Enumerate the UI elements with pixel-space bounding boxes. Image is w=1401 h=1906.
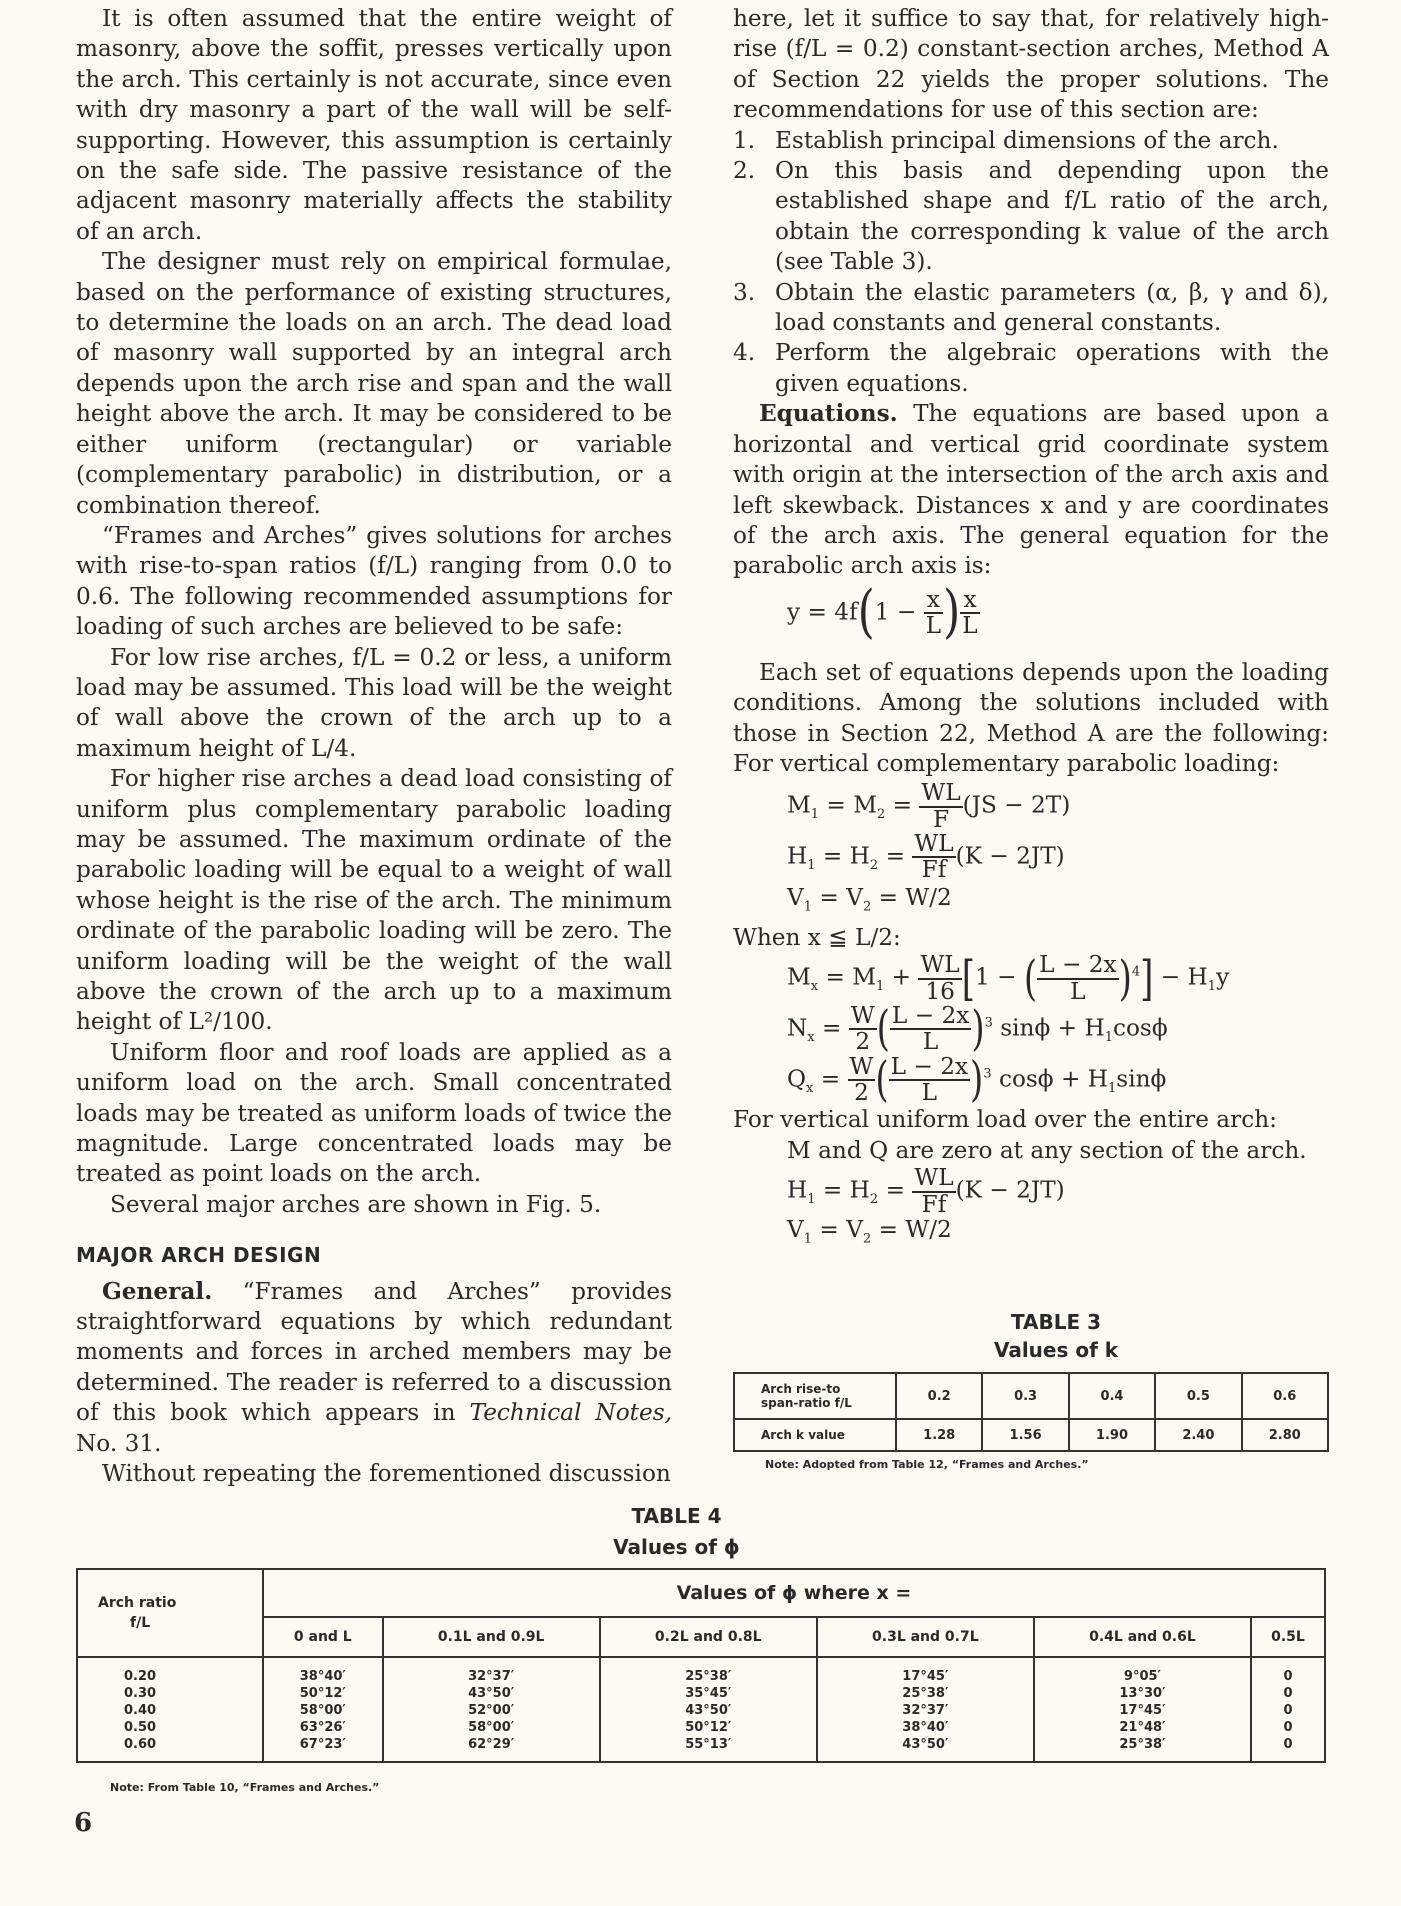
table-cell: 0.5 (1155, 1373, 1241, 1419)
paragraph: M and Q are zero at any section of the arch. (787, 1136, 1307, 1164)
table4-note: Note: From Table 10, “Frames and Arches.” (110, 1781, 380, 1794)
table-cell: 17°45′ 25°38′ 32°37′ 38°40′ 43°50′ (817, 1657, 1034, 1762)
table-row (77, 1617, 1325, 1657)
table3-title: TABLE 3 (1010, 1310, 1102, 1334)
table-header: 0.4L and 0.6L (1034, 1617, 1251, 1657)
list-item: 3. Obtain the elastic parameters (α, β, γ and δ), load constants and general constants. (733, 278, 1329, 337)
table3-block (733, 1308, 1329, 1471)
paragraph: It is often assumed that the entire weight of masonry, above the soffit, presses vertically upon the arch. This certainly is not accurate, since even with dry masonry a part of the wall will be self-supporting. However, this assumption is certainly on the safe side. The passive resistance of the adjacent masonry materially affects the stability of an arch. (76, 5, 672, 245)
table-header: 0.3L and 0.7L (817, 1617, 1034, 1657)
paragraph: For higher rise arches a dead load consisting of uniform plus complementary parabolic loading may be assumed. The maximum ordinate of the parabolic loading will be equal to a weight of wall whose height is the rise of the arch. The minimum ordinate of the parabolic loading will be zero. The uniform loading will be the weight of the wall above the crown of the arch up to a maximum height of L²/100. (76, 765, 672, 1036)
paragraph: For low rise arches, f/L = 0.2 or less, a uniform load may be assumed. This load will be the weight of wall above the crown of the arch up to a maximum height of L/4. (76, 643, 672, 762)
paragraph: Uniform floor and roof loads are applied as a uniform load on the arch. Small concentrated loads may be treated as uniform loads of twice the magnitude. Large concentrated loads may be treated as point loads on the arch. (76, 1038, 672, 1188)
paragraph-lead: Equations. (759, 400, 898, 428)
paragraph: “Frames and Arches” gives solutions for arches with rise-to-span ratios (f/L) ranging from 0.0 to 0.6. The following recommended assumptions for loading of such arches are believed to be safe: (76, 521, 672, 641)
table-header: 0.5L (1251, 1617, 1325, 1657)
paragraph: Several major arches are shown in Fig. 5. (110, 1190, 602, 1218)
table-cell: 1.56 (982, 1419, 1068, 1451)
paragraph: here, let it suffice to say that, for relatively high-rise (f/L = 0.2) constant-section arches, Method A of Section 22 yields the proper solutions. The recommendations for use of this section are: (733, 5, 1329, 124)
table-row (734, 1419, 1328, 1451)
equation-shear-force: $Q_x$ = $\frac{W}{2}$ ( $\frac{L - 2x}{L}$ )$^3$ $\cos\phi + H_1\sin\phi$ (787, 1052, 1167, 1109)
table-cell: Arch rise-to span-ratio f/L (734, 1373, 896, 1419)
table-body-row (77, 1657, 1325, 1762)
list-item: 2. On this basis and depending upon the established shape and f/L ratio of the arch, obtain the corresponding k value of the arch (see Table 3). (733, 157, 1329, 276)
equation-horizontal-thrust-uniform: $H_1 = H_2$ = $\frac{WL}{Ff}$ (K − 2JT) (787, 1164, 1065, 1218)
table-cell: 2.40 (1155, 1419, 1241, 1451)
left-column (76, 4, 672, 1490)
table-cell: 9°05′ 13°30′ 17°45′ 21°48′ 25°38′ (1034, 1657, 1251, 1762)
table4-subtitle: Values of ϕ (613, 1535, 740, 1559)
table-cell: 2.80 (1242, 1419, 1328, 1451)
table-cell: 38°40′ 50°12′ 58°00′ 63°26′ 67°23′ (263, 1657, 383, 1762)
table-cell: 0.6 (1242, 1373, 1328, 1419)
table-cell: 0.4 (1069, 1373, 1155, 1419)
equation-normal-force: $N_x$ = $\frac{W}{2}$ ( $\frac{L - 2x}{L}$ )$^3$ $\sin\phi + H_1\cos\phi$ (787, 1001, 1168, 1058)
table-cell: 1.90 (1069, 1419, 1155, 1451)
table-header: 0 and L (263, 1617, 383, 1657)
table-cell: 1.28 (896, 1419, 982, 1451)
equation-vertical-reaction: $V_1 = V_2 = W/2$ (787, 883, 952, 915)
table-cell: 32°37′ 43°50′ 52°00′ 58°00′ 62°29′ (383, 1657, 600, 1762)
table-cell: Arch k value (734, 1419, 896, 1451)
paragraph: Without repeating the forementioned discussion (102, 1460, 671, 1488)
equation-moment-ends: $M_1 = M_2$ = $\frac{WL}{F}$ (JS − 2T) (787, 779, 1071, 833)
equation-moment-x: $M_x = M_1$ + $\frac{WL}{16}$ [1 − ( $\frac{L - 2x}{L}$ )$^4] - H_1y$ (787, 950, 1230, 1007)
table-row (77, 1569, 1325, 1617)
paragraph: The designer must rely on empirical formulae, based on the performance of existing structures, to determine the loads on an arch. The dead load of masonry wall supported by an integral arch depends upon the arch rise and span and the wall height above the arch. It may be considered to be either uniform (rectangular) or variable (complementary parabolic) in distribution, or a combination thereof. (76, 248, 672, 519)
table-header: 0.2L and 0.8L (600, 1617, 817, 1657)
paragraph: For vertical uniform load over the entire arch: (733, 1106, 1277, 1134)
steps-list (733, 126, 1329, 400)
equation-vertical-reaction-uniform: $V_1 = V_2 = W/2$ (787, 1215, 952, 1247)
list-item: 4. Perform the algebraic operations with the given equations. (733, 339, 1329, 397)
table-cell: 0.20 0.30 0.40 0.50 0.60 (77, 1657, 263, 1762)
table-cell: 0.2 (896, 1373, 982, 1419)
paragraph: Equations. The equations are based upon a horizontal and vertical grid coordinate system with origin at the intersection of the arch axis and left skewback. Distances x and y are coordinates of the arch axis. The general equation for the parabolic arch axis is: (733, 400, 1329, 580)
section-heading: MAJOR ARCH DESIGN (76, 1243, 322, 1268)
table-corner-header: Arch ratio f/L (77, 1569, 263, 1657)
page-number: 6 (74, 1808, 93, 1838)
table3-note: Note: Adopted from Table 12, “Frames and Arches.” (765, 1458, 1089, 1471)
table3 (733, 1372, 1329, 1452)
table-cell: 0.3 (982, 1373, 1068, 1419)
right-column (733, 4, 1329, 1253)
table-cell: 25°38′ 35°45′ 43°50′ 50°12′ 55°13′ (600, 1657, 817, 1762)
table4-title: TABLE 4 (631, 1504, 722, 1528)
table-row (734, 1373, 1328, 1419)
italic-reference: Technical Notes, (469, 1399, 672, 1427)
list-item: 1. Establish principal dimensions of the arch. (733, 126, 1279, 154)
equation-arch-axis: y = 4f(1 − $\frac{x}{L}$ ) $\frac{x}{L}$ (787, 579, 978, 646)
equation-horizontal-thrust: $H_1 = H_2$ = $\frac{WL}{Ff}$ (K − 2JT) (787, 830, 1065, 884)
table-group-header: Values of ϕ where x = (263, 1569, 1325, 1617)
table-header: 0.1L and 0.9L (383, 1617, 600, 1657)
table3-subtitle: Values of k (993, 1338, 1119, 1362)
paragraph: General. “Frames and Arches” provides straightforward equations by which redundant moments and forces in arched members may be determined. The reader is referred to a discussion of this book which appears in Technical Notes, No. 31. (76, 1277, 672, 1457)
table4 (76, 1568, 1326, 1763)
paragraph: Each set of equations depends upon the loading conditions. Among the solutions included with those in Section 22, Method A are the following: For vertical complementary parabolic loading: (733, 658, 1329, 777)
table-cell: 0 0 0 0 0 (1251, 1657, 1325, 1762)
paragraph-lead: General. (102, 1277, 213, 1305)
condition-text: When x ≦ L/2: (733, 923, 901, 951)
